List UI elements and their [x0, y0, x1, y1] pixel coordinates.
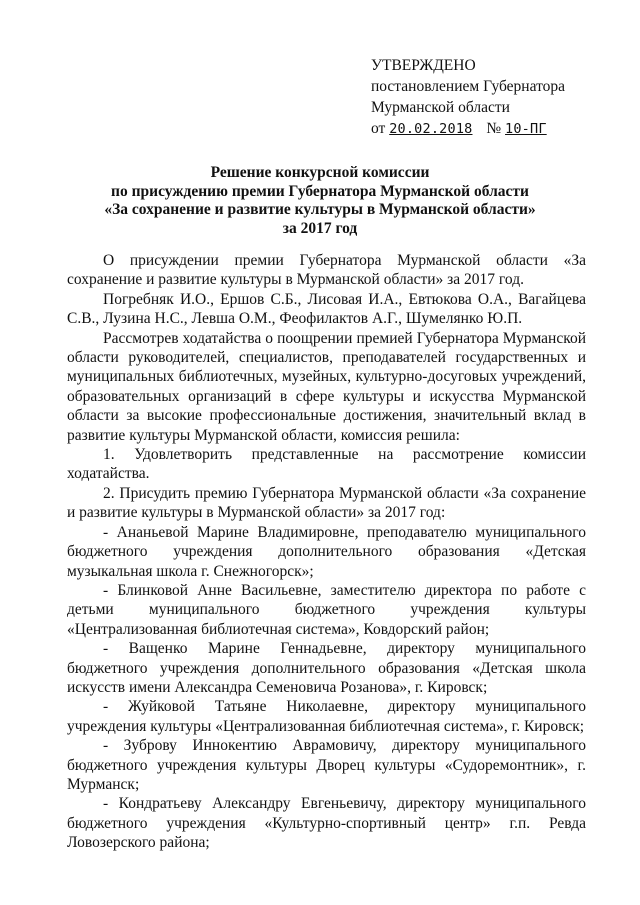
- laureate-item: - Ващенко Марине Геннадьевне, директору муниципального бюджетного учреждения дополнительного образования «Детская школа искусств имени Александра Семеновича Розанова», г. Кировск;: [67, 640, 586, 696]
- laureate-item: - Ананьевой Марине Владимировне, преподавателю муниципального бюджетного учреждения дополнительного образования «Детская музыкальная школа г. Снежногорск»;: [67, 523, 586, 580]
- paragraph-considering: Рассмотрев ходатайства о поощрении премией Губернатора Мурманской области руководителей, специалистов, преподавателей государственных и муниципальных библиотечных, музейных, культурно-досуговых учреждений, образовательных организаций в сфере культуры и искусства Мурманской области за высокие профессиональные достижения, значительный вклад в развитие культуры Мурманской области, комиссия решила:: [67, 329, 586, 444]
- number-prefix: №: [486, 120, 502, 137]
- paragraph-members: Погребняк И.О., Ершов С.Б., Лисовая И.А., Евтюкова О.А., Вагайцева С.В., Лузина Н.С., Левша О.М., Феофилактов А.Г., Шумелянко Ю.П.: [67, 290, 586, 328]
- approval-heading: УТВЕРЖДЕНО: [371, 57, 476, 74]
- document-title: [60, 164, 580, 238]
- laureate-item: - Зуброву Иннокентию Аврамовичу, директору муниципального бюджетного учреждения культуры Дворец культуры «Судоремонтник», г. Мурманск;: [67, 737, 586, 793]
- date-prefix: от: [371, 120, 386, 137]
- title-line-4: за 2017 год: [282, 219, 358, 237]
- approval-date: 20.02.2018: [389, 121, 473, 137]
- approval-date-line: [371, 118, 611, 140]
- document-body: [67, 251, 586, 853]
- title-line-3: «За сохранение и развитие культуры в Мурманской области»: [104, 201, 536, 218]
- paragraph-item-1: 1. Удовлетворить представленные на рассмотрение комиссии ходатайства.: [67, 446, 586, 483]
- title-line-2: по присуждению премии Губернатора Мурманской области: [111, 182, 529, 200]
- paragraph-item-2: 2. Присудить премию Губернатора Мурманской области «За сохранение и развитие культуры в Мурманской области» за 2017 год:: [67, 484, 586, 522]
- laureate-item: - Блинковой Анне Васильевне, заместителю директора по работе с детьми муниципального бюджетного учреждения культуры «Централизованная библиотечная система», Ковдорский район;: [67, 581, 586, 638]
- paragraph-subject: О присуждении премии Губернатора Мурманской области «За сохранение и развитие культуры в Мурманской области» за 2017 год.: [67, 252, 586, 289]
- approval-number: 10-ПГ: [505, 121, 547, 137]
- approval-stamp: [371, 55, 611, 140]
- approval-decree: постановлением Губернатора: [371, 78, 566, 95]
- approval-region: Мурманской области: [371, 99, 510, 116]
- laureate-item: - Жуйковой Татьяне Николаевне, директору муниципального учреждения культуры «Централизованная библиотечная система», г. Кировск;: [67, 698, 586, 735]
- title-line-1: Решение конкурсной комиссии: [210, 164, 430, 181]
- laureate-item: - Кондратьеву Александру Евгеньевичу, директору муниципального бюджетного учреждения «Культурно-спортивный центр» г.п. Ревда Ловозерского района;: [67, 795, 586, 852]
